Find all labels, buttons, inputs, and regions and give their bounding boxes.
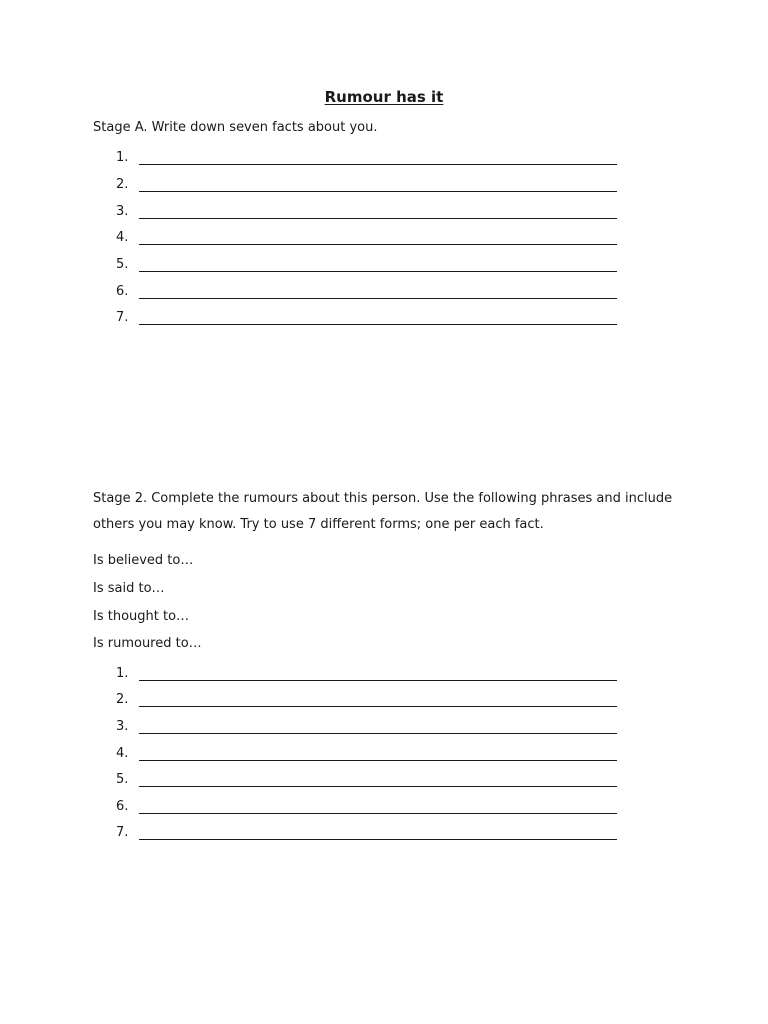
stage-2-item bbox=[0, 797, 768, 823]
item-number: 6. bbox=[116, 284, 129, 299]
item-number: 2. bbox=[116, 177, 129, 192]
stage-a-item bbox=[0, 282, 768, 308]
stage-2-item bbox=[0, 770, 768, 796]
answer-blank[interactable] bbox=[139, 733, 617, 734]
stage-a-item bbox=[0, 228, 768, 254]
answer-blank[interactable] bbox=[139, 244, 617, 245]
answer-blank[interactable] bbox=[139, 786, 617, 787]
answer-blank[interactable] bbox=[139, 324, 617, 325]
page-title: Rumour has it bbox=[324, 88, 444, 106]
phrase-said: Is said to… bbox=[93, 581, 165, 596]
answer-blank[interactable] bbox=[139, 706, 617, 707]
item-number: 1. bbox=[116, 666, 129, 681]
stage-a-item bbox=[0, 175, 768, 201]
answer-blank[interactable] bbox=[139, 218, 617, 219]
stage-2-item bbox=[0, 823, 768, 849]
stage-2-item bbox=[0, 664, 768, 690]
stage-2-item bbox=[0, 744, 768, 770]
item-number: 5. bbox=[116, 772, 129, 787]
item-number: 7. bbox=[116, 310, 129, 325]
answer-blank[interactable] bbox=[139, 839, 617, 840]
answer-blank[interactable] bbox=[139, 760, 617, 761]
stage-2-item bbox=[0, 690, 768, 716]
answer-blank[interactable] bbox=[139, 813, 617, 814]
item-number: 3. bbox=[116, 204, 129, 219]
stage-a-item bbox=[0, 308, 768, 334]
item-number: 1. bbox=[116, 150, 129, 165]
stage-2-item bbox=[0, 717, 768, 743]
answer-blank[interactable] bbox=[139, 680, 617, 681]
phrase-believed: Is believed to… bbox=[93, 553, 194, 568]
stage-2-instruction-line1: Stage 2. Complete the rumours about this person. Use the following phrases and include bbox=[93, 491, 673, 506]
answer-blank[interactable] bbox=[139, 298, 617, 299]
answer-blank[interactable] bbox=[139, 271, 617, 272]
item-number: 5. bbox=[116, 257, 129, 272]
stage-a-item bbox=[0, 202, 768, 228]
stage-2-instruction-line2: others you may know. Try to use 7 different forms; one per each fact. bbox=[93, 517, 544, 532]
stage-a-item bbox=[0, 255, 768, 281]
stage-a-instruction: Stage A. Write down seven facts about you. bbox=[93, 120, 378, 135]
phrase-rumoured: Is rumoured to… bbox=[93, 636, 202, 651]
item-number: 2. bbox=[116, 692, 129, 707]
item-number: 3. bbox=[116, 719, 129, 734]
item-number: 7. bbox=[116, 825, 129, 840]
answer-blank[interactable] bbox=[139, 164, 617, 165]
stage-a-item bbox=[0, 148, 768, 174]
item-number: 6. bbox=[116, 799, 129, 814]
phrase-thought: Is thought to… bbox=[93, 609, 190, 624]
item-number: 4. bbox=[116, 230, 129, 245]
item-number: 4. bbox=[116, 746, 129, 761]
answer-blank[interactable] bbox=[139, 191, 617, 192]
